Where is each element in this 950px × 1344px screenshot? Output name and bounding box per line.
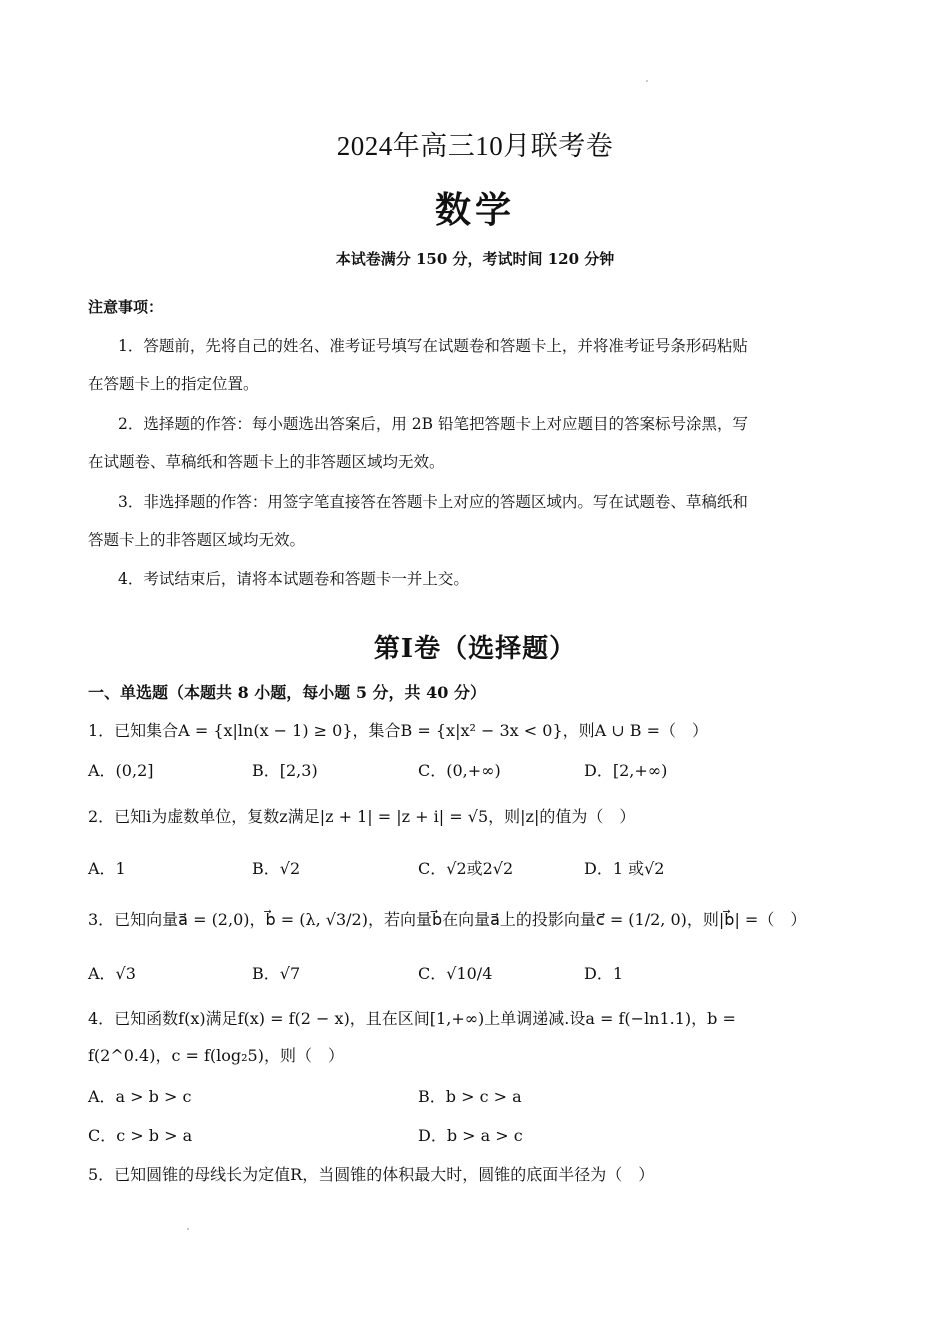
question-4-option-a: A．a > b > c xyxy=(88,1087,192,1106)
question-3-option-d: D．1 xyxy=(584,964,624,983)
subject-title: 数学 xyxy=(434,189,515,231)
question-5-stem: 5．已知圆锥的母线长为定值R，当圆锥的体积最大时，圆锥的底面半径为（ ） xyxy=(88,1165,655,1184)
question-4-option-d: D．b > a > c xyxy=(418,1126,523,1145)
question-1-option-d: D．[2,+∞) xyxy=(584,761,668,780)
exam-title: 2024年高三10月联考卷 xyxy=(336,131,614,161)
question-3-option-b: B．√7 xyxy=(252,964,301,983)
question-1-option-b: B．[2,3) xyxy=(252,761,318,780)
question-4-option-c: C．c > b > a xyxy=(88,1126,193,1145)
question-1-option-a: A．(0,2] xyxy=(88,761,154,780)
scan-speck xyxy=(646,80,648,82)
scan-speck xyxy=(187,1228,189,1230)
question-4-stem-line1: 4．已知函数f(x)满足f(x) = f(2 − x)，且在区间[1,+∞)上单调递减.设a = f(−ln1.1)，b = xyxy=(88,1009,736,1028)
question-2-option-c: C．√2或2√2 xyxy=(418,859,514,878)
question-2-option-a: A．1 xyxy=(88,859,126,878)
question-1-option-c: C．(0,+∞) xyxy=(418,761,501,780)
notice-heading: 注意事项： xyxy=(88,298,164,316)
question-2-option-b: B．√2 xyxy=(252,859,301,878)
question-2-stem: 2．已知i为虚数单位，复数z满足|z + 1| = |z + i| = √5，则|z|的值为（ ） xyxy=(88,807,636,826)
question-4-stem-line2: f(2^0.4)，c = f(log₂5)，则（ ） xyxy=(88,1046,344,1065)
notice-item-3-line2: 答题卡上的非答题区域均无效。 xyxy=(88,531,306,549)
question-1-stem: 1．已知集合A = {x|ln(x − 1) ≥ 0}，集合B = {x|x² − 3x < 0}，则A ∪ B =（ ） xyxy=(88,721,709,740)
question-3-option-a: A．√3 xyxy=(88,964,136,983)
question-2-option-d: D．1 或√2 xyxy=(584,859,665,878)
notice-item-3-line1: 3．非选择题的作答：用签字笔直接答在答题卡上对应的答题区域内。写在试题卷、草稿纸和 xyxy=(118,493,748,511)
exam-meta: 本试卷满分 150 分，考试时间 120 分钟 xyxy=(335,250,615,268)
notice-item-4: 4．考试结束后，请将本试题卷和答题卡一并上交。 xyxy=(118,570,469,588)
notice-item-2-line1: 2．选择题的作答：每小题选出答案后，用 2B 铅笔把答题卡上对应题目的答案标号涂黑，写 xyxy=(118,415,748,433)
notice-item-1-line1: 1．答题前，先将自己的姓名、准考证号填写在试题卷和答题卡上，并将准考证号条形码粘贴 xyxy=(118,337,748,355)
question-3-stem: 3．已知向量a⃗ = (2,0)，b⃗ = (λ, √3/2)，若向量b⃗在向量a⃗上的投影向量c⃗ = (1/2, 0)，则|b⃗| =（ ） xyxy=(88,910,807,929)
section-subtitle: 一、单选题（本题共 8 小题，每小题 5 分，共 40 分） xyxy=(88,683,486,702)
question-4-option-b: B．b > c > a xyxy=(418,1087,522,1106)
question-3-option-c: C．√10/4 xyxy=(418,964,493,983)
notice-item-1-line2: 在答题卡上的指定位置。 xyxy=(88,375,259,393)
section-title: 第Ⅰ卷（选择题） xyxy=(373,634,577,664)
notice-item-2-line2: 在试题卷、草稿纸和答题卡上的非答题区域均无效。 xyxy=(88,453,445,471)
